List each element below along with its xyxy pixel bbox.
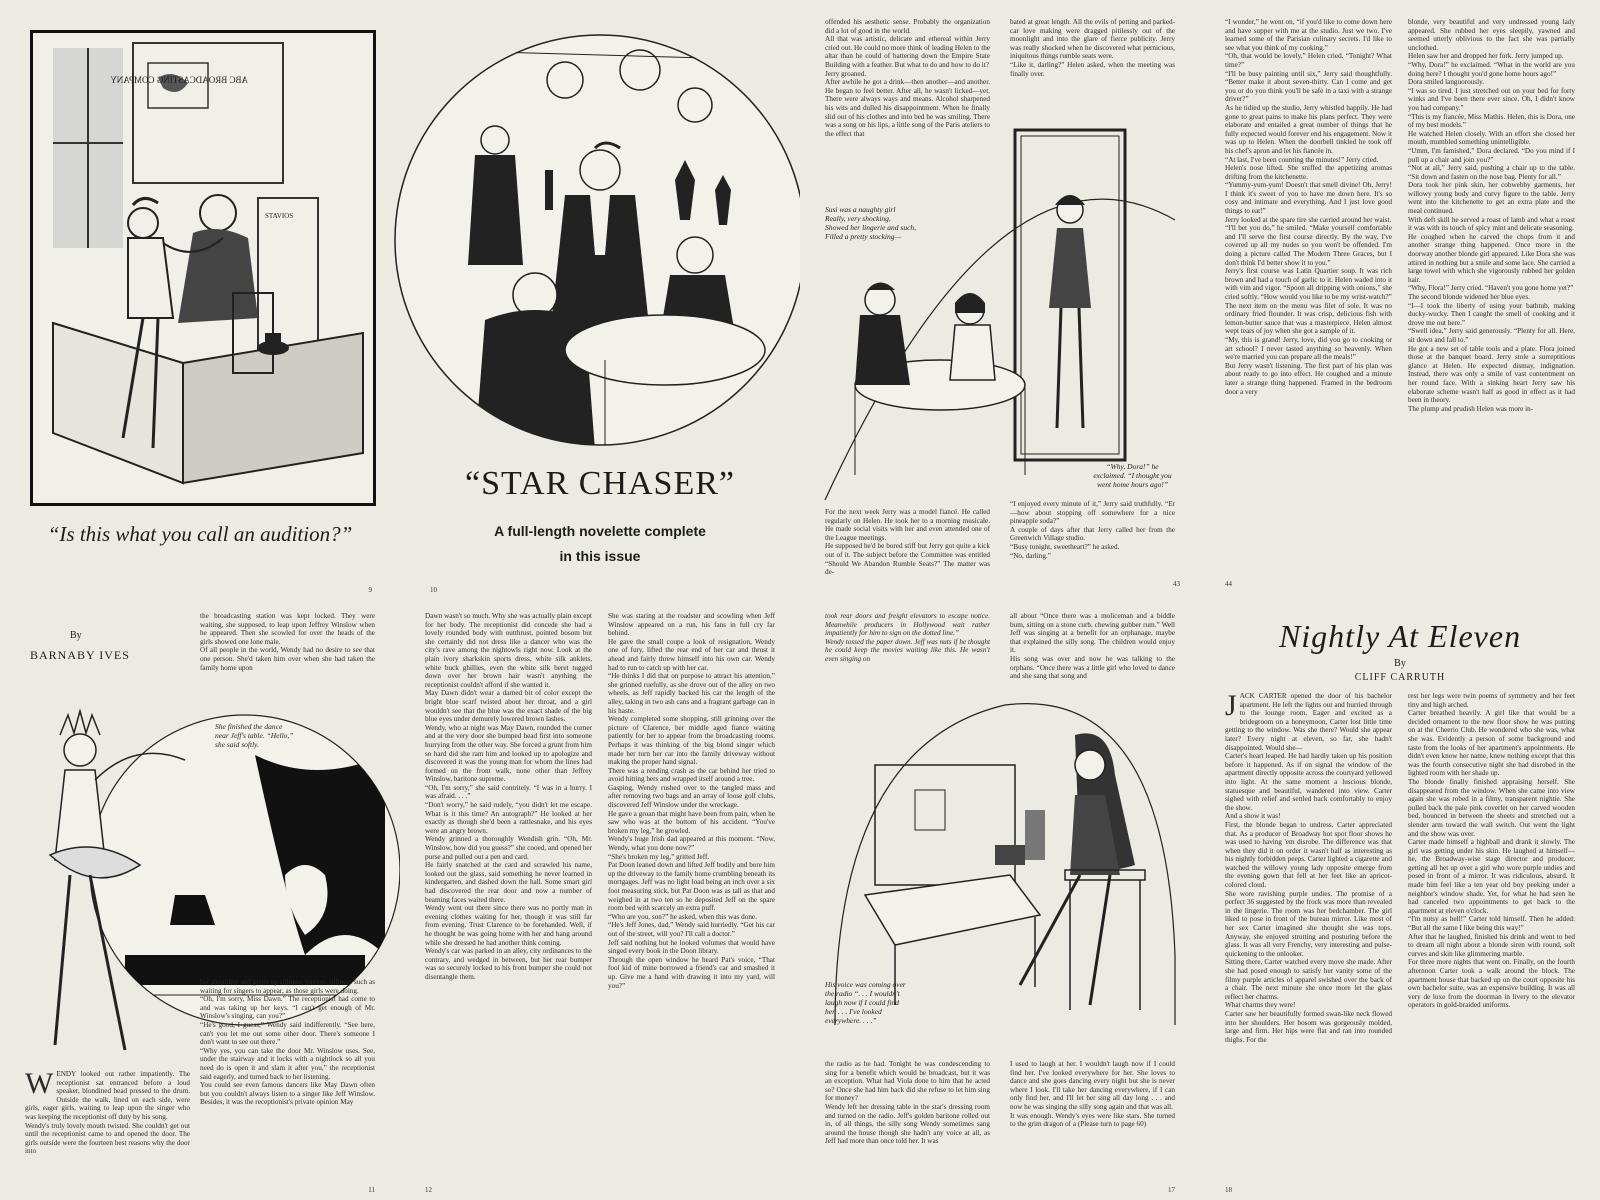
drop-cap: J xyxy=(1225,689,1237,722)
text-column: the broadcasting station was kept locked. They were waiting, she supposed, to leap upon Jeffrey Winslow when he appeared. Then she scowled for over the heads of the girls showed one lone male. Of all people in the world, Wendy had no desire to see that one person. She'd taken him over when she had taken the family home upon xyxy=(200,612,375,672)
text-column: the radio as he had. Tonight he was condescending to sing for a benefit which would be broadcast, but it was an exception. What had Viola done to him that he acted so? Once she had him back did she refuse to let him sing for money? Wendy left her dressing table in the star's dressing room and turned on the radio. Jeff's golden baritone rolled out in, of all things, the silly song Wendy sometimes sang around the house though she hadn't any voice at all, as Jeff had more than once told her. It was xyxy=(825,1060,990,1146)
text-column: “I wonder,” he went on, “if you'd like to come down here and have supper with me at the studio. Just we two. I've learned some of the Parisian culinary secrets. I'd like to see what you think of my cooking.” “Oh, that would be lovely,” Helen cried. “Tonight? What time?” “I'll be busy painting until six,” Jerry said thoughtfully. “Better make it about seven-thirty. Can I come and get you or do you think you'll be safe in a taxi with a strange driver?” As he tidied up the studio, Jerry whistled happily. He had gone to great pains to make his plans perfect. They were elaborate and entailed a great number of things that he fully expected would forever end his engagement. Now it was up to Helen. When the doorbell tinkled he took off his chef's apron and let his fiancée in. “At last, I've been counting the minutes!” Jerry cried. Helen's nose lifted. She sniffed the appetizing aromas drifting from the kitchenette. “Yummy-yum-yum! Doesn't that smell divine! Oh, Jerry! I think it's sweet of you to have me down here. It's so cosy and intimate and everything. And I just love good things to eat!” Jerry looked at the spare tire she carried around her waist. “I'll bet you do,” he smiled. “Make yourself comfortable and I'll serve the first course directly. By the way, I've covered up all my nudes so you won't be offended. I'm doing a picture called The Modern Three Graces, but I don't think I'd better show it to you.” Jerry's first course was Latin Quartier soup. It was rich brown and had a touch of garlic to it. Helen waded into it with vim and vigor. “Spoon all dripping with onions,” she cried softly. “How would you like to be my wrist-watch?” The next item on the menu was filet of sole. It was no ordinary fried flounder. It was crisp, delicious fish with lemon-butter sauce that was a masterpiece. Helen almost wept tears of joy when she got a sample of it. “My, this is grand! Jerry, love, did you go to cooking or art school? I never tasted anything so heavenly. When we're married you can prepare all the meals!” But Jerry wasn't listening. The first part of his plan was about ready to go into effect. He coughed and a minute later a strange thing happened. Framed in the bedroom door a very xyxy=(1225,18,1392,396)
page-18 xyxy=(1200,600,1600,1200)
opening-paragraph: ACK CARTER opened the door of his bachelor apartment. He left the lights out and hurried through to the lounge room. Eager and excited as a bridegroom on a honeymoon, Carter lost little time getting to the window. Was she there? Would she appear later? Every night at eleven, so far, she hadn't disappointed. Would she— Carter's heart leaped. He had hardly taken up his position before it happened. As if on signal the window of the apartment directly opposite across the courtyard yellowed into light. At the same moment a luscious blonde, statuesque and beautiful, wandered into view. Carter sighed with relief and settled back comfortably to enjoy the show. And a show it was! First, the blonde began to undress. Carter appreciated that. As a producer of Broadway hot spot floor shows he was used to having 'em disrobe. The difference was that when they did it on order it wasn't half as interesting as his nightly forbidden peeps. Carter lighted a cigarette and watched the willowy young lady opposite emerge from the evening gown that fell at her feet like an apricot-colored cloud. She wore ravishing purple undies. The promise of a perfect 36 suggested by the frock was more than revealed in the lingerie. The room was her bedchamber. The girl liked to pose in front of the bureau mirror. Like most of her sex Carter imagined she thought she was tops. Anyway, she enjoyed strutting and posturing before the glass. It was all very Frenchy, very interesting and pulse-quickening to the onlooker. Sitting there, Carter watched every move she made. After she had posed enough to satisfy her vanity some of the filmy purple articles of apparel swished over the back of a chair. The next minute she once more let the glass reflect her charms. What charms they were! Carter saw her beautifully formed swan-like neck flowed into her shoulders. Her bosom was gorgeously molded, large and firm. Her hips were flat and ran into rounded thighs. For the xyxy=(1225,692,1392,1044)
door-text: STAVIOS xyxy=(265,212,294,220)
sign-text: ABC BROADCASTING COMPANY xyxy=(110,75,248,85)
page-number: 11 xyxy=(368,1186,375,1194)
byline-by: By xyxy=(70,630,82,641)
story-title: Nightly At Eleven xyxy=(1278,618,1522,654)
opening-paragraph: ENDY looked out rather impatiently. The receptionist sat entranced before a loud speaker, blondined head pressed to the drum. Outside the walk, lined on each side, were girls, eager girls, waiting to leap upon the singer who was keeping the receptionist off duty by his song. Wendy's truly lovely mouth twisted. She couldn't get out until the receptionist came to and opened the door. The girls outside were the fourteen best reasons why the door into xyxy=(25,1070,190,1156)
text-column-opening xyxy=(1225,689,1392,1182)
radio-listener-illustration xyxy=(820,685,1180,1030)
byline-author: BARNABY IVES xyxy=(30,648,130,662)
page-number: 12 xyxy=(425,1186,432,1194)
illustration-caption: She finished the dance near Jeff's table. “Hello,” she said softly. xyxy=(215,722,294,749)
text-column: all about “Once there was a moliceman and a biddle bum, sitting on a stone curb, chewing gubber rum.” Well Jeff was singing at a benefit for an orphanage, maybe that explained the silly song. The children would enjoy it. His song was over and now he was talking to the orphans. “Once there was a little girl who loved to dance and she sang that song and xyxy=(1010,612,1175,681)
drop-cap: W xyxy=(25,1067,54,1100)
text-column: her shoulders and given up silliness forever, silliness such as waiting for singers to appear, as those girls were doing. “Oh, I'm sorry, Miss Dawn.” The receptionist had come to and was taking up her keys. “I can't get enough of Mr. Winslow's singing, can you?” “He's good, I guess,” Wendy said indifferently. “See here, can't you let me out some other door. There's someone I don't want to see out there.” “Why yes, you can take the door Mr. Winslow uses. See, under the stairway and it locks with a nightlock so all you need do is open it and slam it after you,” the receptionist said eagerly, and turned back to her listening. You could see even famous dancers like May Dawn often but you couldn't always listen to a singer like Jeff Winslow. Besides, it was the receptionist's private opinion May xyxy=(200,978,375,1107)
text-column: offended his aesthetic sense. Probably the organization did a lot of good in the world. All that was artistic, delicate and ethereal within Jerry cried out. He could no more think of leading Helen to the altar than he could of battering down the Empire State Building with a feather. But what to do and how to do it? Jerry groaned. After awhile he got a drink—then another—and another. He began to feel better. After all, he wasn't licked—yet. There were always ways and means. Alcohol sharpened his wits and dulled his disappointment. When he finally slid out of his clothes and into bed he was smiling. There was a song on his lips, a little song of the Paris ateliers to the effect that xyxy=(825,18,990,138)
byline-by: By xyxy=(1394,658,1406,669)
page-number: 44 xyxy=(1225,580,1232,588)
illustration-caption: “Why, Dora!” he exclaimed. “I thought you went home hours ago!” xyxy=(1093,462,1172,489)
page-number: 10 xyxy=(430,586,437,594)
illustration-caption: His voice was coming over the radio “. . . I wouldn't laugh now if I could find her. . . . I've looked everywhere. . . .” xyxy=(825,980,906,1025)
text-column: took rear doors and freight elevators to escape notice. Meanwhile producers in Hollywood wait rather impatiently for him to sign on the dotted line.” Wendy tossed the paper down. Jeff was nuts if he thought he could keep the movies waiting like this. He wasn't even singing on xyxy=(825,612,990,663)
byline-author: CLIFF CARRUTH xyxy=(1354,672,1446,683)
text-column: I used to laugh at her. I wouldn't laugh now if I could find her. I've looked everywhere for her. She loves to dance and she goes dancing every night but she is never where I look. I'll take her dancing everywhere, if I can only find her, and I'll let her sing all day long . . . and now he was singing the silly song again and that was all. It was enough. Wendy's eyes were like stars. She turned to the grim dragon of a (Please turn to page 60) xyxy=(1010,1060,1175,1129)
song-verse: Susi was a naughty girl Really, very shocking, Showed her lingerie and such, Filled a pretty stocking— xyxy=(825,205,917,241)
text-column: For the next week Jerry was a model fiancé. He called regularly on Helen. He took her to a morning musicale. He made social visits with her and even attended one of the League meetings. He supposed he'd be bored stiff but Jerry got quite a kick out of it. The subject before the Committee was entitled “Should We Abandon Rumble Seats?” The matter was de- xyxy=(825,508,990,577)
page-number: 17 xyxy=(1168,1186,1175,1194)
page-9 xyxy=(0,0,400,600)
page-43 xyxy=(800,0,1200,600)
page-12 xyxy=(400,600,800,1200)
page-number: 9 xyxy=(368,586,372,594)
illustration-caption: “Is this what you call an audition?” xyxy=(47,522,353,546)
page-11 xyxy=(0,600,400,1200)
story-title: “STAR CHASER” xyxy=(464,465,735,502)
bottom-spread xyxy=(0,600,1600,1200)
page-number: 18 xyxy=(1225,1186,1232,1194)
text-column: She was staring at the roadster and scowling when Jeff Winslow appeared on a run, his fans in full cry far behind. He gave the small coupe a look of resignation, Wendy one of fury, lifted the rear end of her car and thrust it ahead and fairly threw himself into his own car. Wendy had to run to catch up with her car. “He thinks I did that on purpose to attract his attention,” she grinned ruefully, as she drove out of the alley on two wheels, as Jeff rapidly backed his car the length of the alley, taking in two ash cans and a fragrant garbage can in his haste. Wendy completed some shopping, still grinning over the picture of Clarence, her middle aged fiance waiting patiently for her to appear from the broadcasting rooms. Perhaps it was thinking of the big blond singer which made her turn her car into the family driveway without making the proper hand signal. There was a rending crash as the car behind her tried to avoid hitting hers and wrapped itself around a tree. Gasping, Wendy rushed over to the tangled mass and after removing two bags and an array of loose golf clubs, discovered Jeff Winslow under the wreckage. He gave a groan that might have been from pain, when he saw who was at the bottom of his accident. “You've broken my leg,” he growled. Wendy's huge Irish dad appeared at this moment. “Now, Wendy, what you done now?” “She's broken my leg,” gritted Jeff. Pat Doon leaned down and lifted Jeff bodily and bore him up the driveway to the family home crumbling beneath its mortgages. Jeff was no light load being an inch over a six foot measuring stick, but Pat Doon was as tall as that and weighed in at two ten so he deposited Jeff on the spare room bed with scarcely an extra puff. “Who are you, son?” he asked, when this was done. “He's Jeff Jones, dad,” Wendy said hurriedly. “Get his car out of the street, will you? I'll call a doctor.” Jeff said nothing but he looked volumes that would have singed every book in the Doon library. Through the open window he heard Pat's voice, “That fool kid of mine borrowed a friend's car and smashed it up. Give me a hand with drawing it into my yard, will you?” xyxy=(608,612,775,990)
dining-scene-illustration xyxy=(825,110,1175,500)
text-column: bated at great length. All the evils of petting and parked-car love making were dragged pitilessly out of the moonlight and into the glare of fierce publicity. Jerry was really shocked when he discovered what pernicious, iniquitous things rumble seats were. “Like it, darling?” Helen asked, when the meeting was finally over. xyxy=(1010,18,1175,78)
text-column-opening xyxy=(25,1067,190,1185)
nightclub-illustration xyxy=(425,30,775,450)
text-column: rest her legs were twin poems of symmetry and her feet tiny and high arched. Carter breathed heavily. A girl like that would be a decided ornament to the new floor show he was putting on at the Cheerio Club. He wondered who she was, what she was. Evidently a person of some background and taste from the looks of her apartment's appointments. He didn't even know her name, knew nothing except that this was the fourth consecutive night she had disrobed in the lighted room with her shade up. The blonde finally finished appraising herself. She disappeared from the window. When she came into view again she was robed in a filmy, transparent nightie. She pulled back the pale pink coverlet on her carved wooden bed, bounced in between the sheets and stretched out a slender arm toward the wall switch. Out went the light and the show was over. Carter made himself a highball and drank it slowly. The girl was getting under his skin. He laughed at himself—he, the Broadway-wise stage director and producer, getting all het up over a girl who wore purple undies and posed in front of a mirror. It was ridiculous, absurd. It made him feel like a ten year old boy peeking under a neighbor's window shade. Yet, for what he had seen he had canceled two appointments to get back to the apartment at eleven o'clock. “I'm nutsy as hell!” Carter told himself. Then he added: “But all the same I like being this way!” After that he laughed, finished his drink and went to bed to dream all night about a blonde siren with round, soft curves and skin like glimmering marble. For three more nights that went on. Finally, on the fourth afternoon Carter took a walk around the block. The apartment house that backed up on the court opposite his own bachelor suite, was an expensive building. It was all very de luxe from the doorman in livery to the elevator operators in gold-braided uniforms. xyxy=(1408,692,1575,1010)
page-number: 43 xyxy=(1173,580,1180,588)
page-17 xyxy=(800,600,1200,1200)
page-44 xyxy=(1200,0,1600,600)
page-10 xyxy=(400,0,800,600)
office-audition-illustration xyxy=(33,33,373,503)
text-column: blonde, very beautiful and very undressed young lady appeared. She rubbed her eyes sleepily, yawned and seemed utterly oblivious to the fact she was partially unclothed. Helen saw her and dropped her fork. Jerry jumped up. “Why, Dora!” he exclaimed. “What in the world are you doing here? I thought you'd gone home hours ago!” Dora smiled languorously. “I was so tired. I just stretched out on your bed for forty winks and I've been there ever since. Oh, I didn't know you had company.” “This is my fiancée, Miss Mathis. Helen, this is Dora, one of my best models.” He watched Helen closely. With an effort she closed her mouth, mumbled something unintelligible. “Umm, I'm famished,” Dora declared. “Do you mind if I pull up a chair and join you?” “Not at all,” Jerry said, pushing a chair up to the table. “Sit down and fasten on the nose bag. Plenty for all.” Dora took her pink skin, her cobwebby garments, her willowy young body and curvy figure to the table. Jerry went into the kitchenette to get an extra plate and the meal continued. With deft skill he served a roast of lamb and what a roast it was with its touch of spicy mint and delicate seasoning. He coughed when he carved the chops from it and another strange thing happened. Once more in the doorway another blonde girl appeared. Like Dora she was attired in nothing but a smile and some lace. She carried a large towel with which she vigorously rubbed her golden hair. “Why, Flora!” Jerry cried. “Haven't you gone home yet?” The second blonde widened her blue eyes. “I—I took the liberty of using your bathtub, making ducky-wucky. Then I caught the smell of cooking and it drove me out here.” “Swell idea,” Jerry said generously. “Plenty for all. Here, sit down and fall to.” He got a new set of table tools and a plate. Flora joined those at the banquet board. Jerry stole a surreptitious glance at Helen. He expected dismay, indignation. Instead, there was only a smile of vast contentment on her round face. With a sinking heart Jerry saw his elaborate scheme wasn't half as good in effect as it had been in theory. The plump and prudish Helen was more in- xyxy=(1408,18,1575,413)
story-subtitle-line1: A full-length novelette complete xyxy=(494,523,706,539)
text-column: Dawn wasn't so much. Why she was actually plain except for her body. The receptionist did concede she had a lovely rounded body with outthrust, pointed bosom but she certainly did not dress like a dancer who was the city's rave among the nightowls right now. Look at the plain ivory sharkskin sports dress, white silk anklets, white buck ghillies, even the white silk beret tugged down over her brown hair wasn't anything the receptionist couldn't afford if she wanted it. May Dawn didn't wear a darned bit of color except the bright blue scarf twisted about her throat, and a girl wouldn't see that the blue was the exact shade of the big blue eyes under demurely lowered brown lashes. Wendy, who at night was May Dawn, rounded the corner and at the very door she bumped head first into someone hurrying from the other way. She forced a grunt from him so hard did she ram him and looked up to apologize and discovered it was the young man for whom the lines had formed on the front walk, none other than Jeffrey Winslow, baritone supreme. “Oh, I'm sorry,” she said contritely. “I was in a hurry. I was afraid. . . .” “Don't worry,” he said rudely, “you didn't let me escape. What is it this time? An autograph?” He looked at her exactly as though she'd been a rattlesnake, and his eyes were an angry brown. Wendy grinned a thoroughly Wendish grin. “Oh, Mr. Winslow, how did you guess?” she cooed, and opened her purse and pulled out a pen and card. He fairly snatched at the card and scrawled his name, looked out the glass, said something he never learned in kindergarten, and dashed down the hall. Some smart girl had discovered the rear door and now a number of beaming faces waited there. Wendy went out there since there was no portly man in evening clothes waiting for her, though it was still far from evening. Trust Clarence to be forehanded. Well, if he thought he was going home with her and hang around while she dressed he had another think coming. Wendy's car was parked in an alley, city ordinances to the contrary, and wedged in between, but her rear bumper was so securely locked to his front bumper she could not disentangle them. xyxy=(425,612,592,981)
story-subtitle-line2: in this issue xyxy=(559,548,641,564)
illustration-frame xyxy=(30,30,376,506)
text-column: “I enjoyed every minute of it,” Jerry said truthfully. “Er—how about stopping off somewhere for a nice pineapple soda?” A couple of days after that Jerry called her from the Greenwich Village studio. “Busy tonight, sweetheart?” he asked. “No, darling.” xyxy=(1010,500,1175,560)
